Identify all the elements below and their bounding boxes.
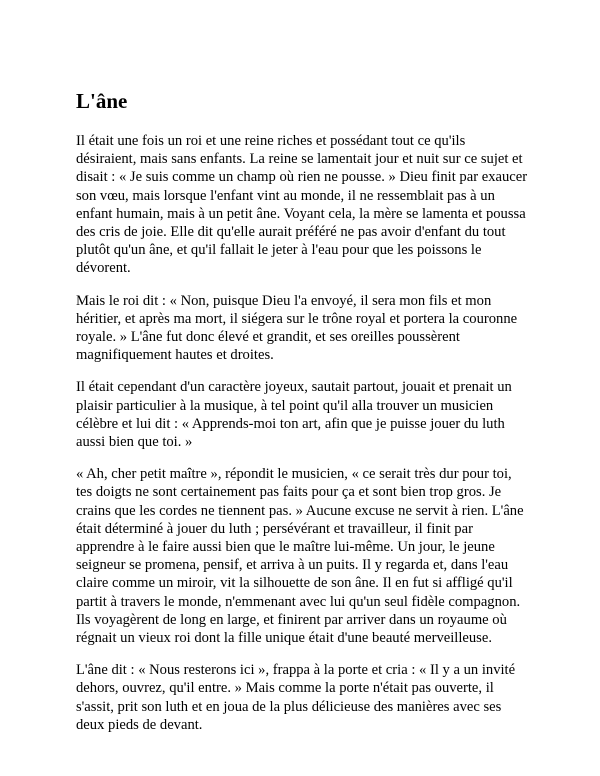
paragraph-2: Mais le roi dit : « Non, puisque Dieu l'a envoyé, il sera mon fils et mon héritier, et après ma mort, il siégera sur le trône royal et portera la couronne royale. » L'âne fut donc élevé et grandit, et ses oreilles poussèrent magnifiquement hautes et droites. <box>76 292 518 364</box>
paragraph-4: « Ah, cher petit maître », répondit le musicien, « ce serait très dur pour toi, tes doigts ne sont certainement pas faits pour ça et sont bien trop gros. Je crains que les cordes ne tiennent pas. » Aucune excuse ne servit à rien. L'âne était déterminé à jouer du luth ; persévérant et travailleur, il finit par apprendre à le faire aussi bien que le maître lui-même. Un jour, le jeune seigneur se promena, pensif, et arriva à un puits. Il y regarda et, dans l'eau claire comme un miroir, vit la silhouette de son âne. Il en fut si affligé qu'il partit à travers le monde, n'emmenant avec lui qu'un seul fidèle compagnon. Ils voyagèrent de long en large, et finirent par arriver dans un royaume où régnait un vieux roi dont la fille unique était d'une beauté merveilleuse. <box>76 466 524 647</box>
document-title: L'âne <box>76 89 128 113</box>
paragraph-5: L'âne dit : « Nous resterons ici », frappa à la porte et cria : « Il y a un invité dehors, ouvrez, qu'il entre. » Mais comme la porte n'était pas ouverte, il s'assit, prit son luth et en joua de la plus délicieuse des manières avec ses deux pieds de devant. <box>76 662 516 733</box>
paragraph-1: Il était une fois un roi et une reine riches et possédant tout ce qu'ils désiraient, mais sans enfants. La reine se lamentait jour et nuit sur ce sujet et disait : « Je suis comme un champ où rien ne pousse. » Dieu finit par exaucer son vœu, mais lorsque l'enfant vint au monde, il ne ressemblait pas à un enfant humain, mais à un petit âne. Voyant cela, la mère se lamenta et poussa des cris de joie. Elle dit qu'elle aurait préféré ne pas avoir d'enfant du tout plutôt qu'un âne, et qu'il fallait le jeter à l'eau pour que les poissons le dévorent. <box>76 133 528 277</box>
paragraph-3: Il était cependant d'un caractère joyeux, sautait partout, jouait et prenait un plaisir particulier à la musique, à tel point qu'il alla trouver un musicien célèbre et lui dit : « Apprends-moi ton art, afin que je puisse jouer du luth aussi bien que toi. » <box>76 379 512 451</box>
document-page <box>76 88 528 748</box>
